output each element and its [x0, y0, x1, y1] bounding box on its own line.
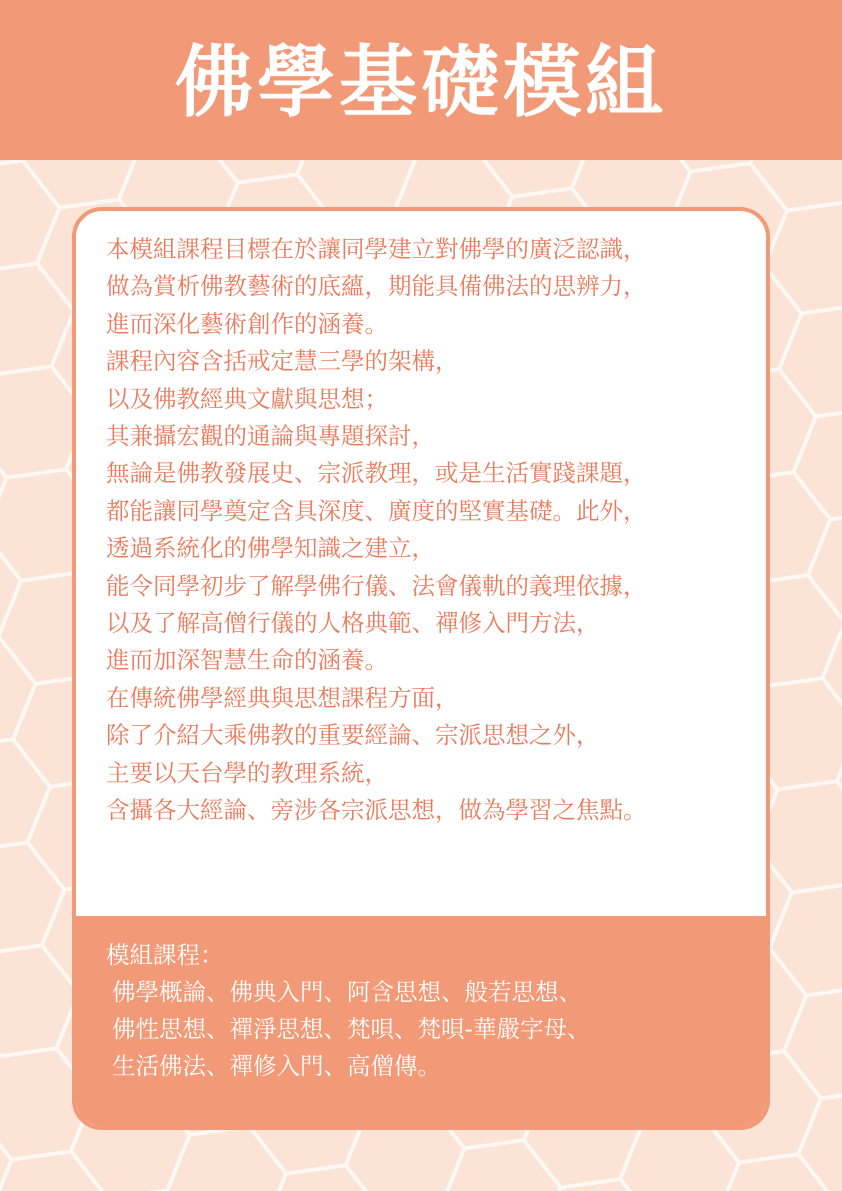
module-courses-section	[76, 916, 766, 1130]
intro-line: 能令同學初步了解學佛行儀、法會儀軌的義理依據，	[106, 571, 647, 600]
intro-line: 透過系統化的佛學知識之建立，	[106, 534, 435, 563]
module-courses-line: 生活佛法、禪修入門、高僧傳。	[112, 1052, 441, 1080]
intro-line: 進而加深智慧生命的涵養。	[106, 646, 388, 675]
module-courses-list	[112, 974, 590, 1085]
intro-line: 以及佛教經典文獻與思想；	[106, 384, 388, 413]
intro-line: 以及了解高僧行儀的人格典範、禪修入門方法，	[106, 609, 600, 638]
page-title: 佛學基礎模組	[174, 38, 667, 128]
intro-line: 含攝各大經論、旁涉各宗派思想，做為學習之焦點。	[106, 796, 647, 825]
intro-line: 除了介紹大乘佛教的重要經論、宗派思想之外，	[106, 721, 600, 750]
intro-line: 本模組課程目標在於讓同學建立對佛學的廣泛認識，	[106, 235, 647, 263]
intro-line: 在傳統佛學經典與思想課程方面，	[106, 683, 459, 712]
intro-line: 無論是佛教發展史、宗派教理，或是生活實踐課題，	[106, 459, 647, 488]
module-courses-heading: 模組課程：	[106, 941, 224, 969]
intro-line: 做為賞析佛教藝術的底蘊，期能具備佛法的思辨力，	[106, 272, 647, 301]
intro-line: 其兼攝宏觀的通論與專題探討，	[106, 422, 435, 451]
module-courses-line: 佛性思想、禪淨思想、梵唄、梵唄-華嚴字母、	[112, 1015, 591, 1043]
header-banner	[0, 0, 842, 160]
module-courses-line: 佛學概論、佛典入門、阿含思想、般若思想、	[112, 978, 582, 1006]
intro-line: 課程內容含括戒定慧三學的架構，	[106, 347, 459, 376]
intro-line: 進而深化藝術創作的涵養。	[106, 309, 388, 338]
intro-text	[106, 231, 756, 830]
intro-line: 都能讓同學奠定含具深度、廣度的堅實基礎。此外，	[106, 496, 647, 525]
intro-line: 主要以天台學的教理系統，	[106, 758, 388, 787]
content-card	[72, 207, 770, 1130]
